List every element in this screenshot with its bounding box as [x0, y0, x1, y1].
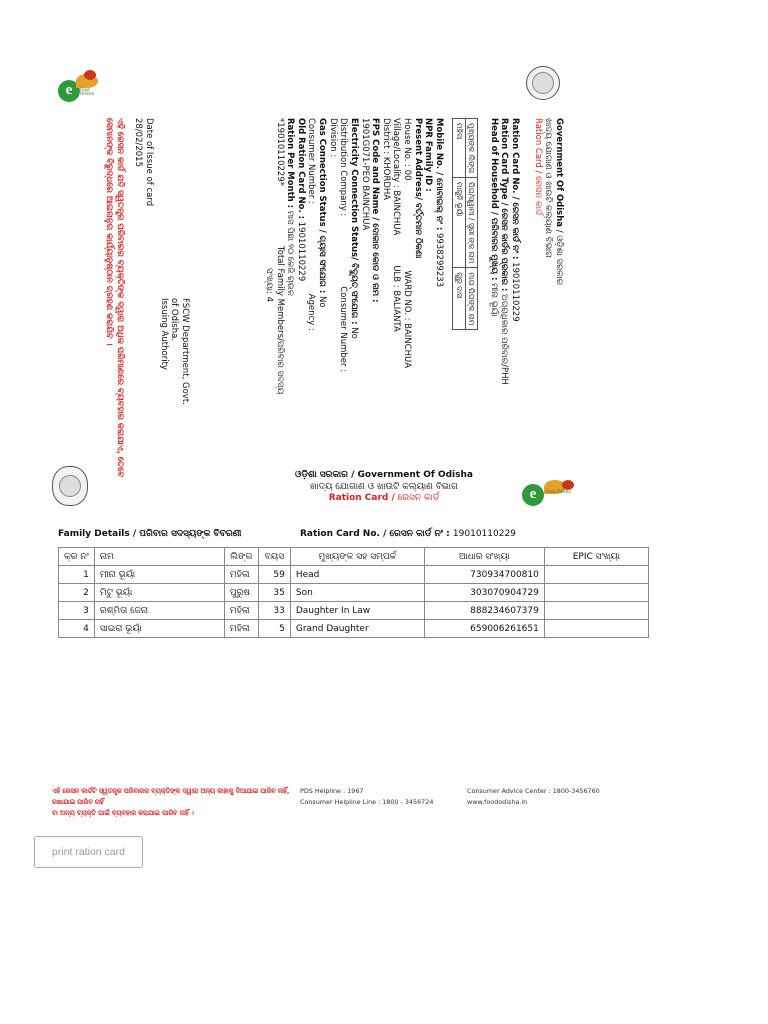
elec-value: No — [349, 327, 359, 339]
cell-name: ମୀନା ଭୂୟାଁ — [94, 566, 224, 584]
dept-title: ଖାଦ୍ୟ ଯୋଗାଣ ଓ ଖାଉଟି କଲ୍ୟାଣ ବିଭାଗ — [543, 118, 554, 258]
address-label: Present Address/ ବର୍ତ୍ତମାନ ଠିକଣା — [412, 118, 423, 259]
col-name: ନାମ — [94, 548, 224, 566]
back-card-no-label: Ration Card No. / ରେସନ କାର୍ଡ ନଂ : — [300, 529, 450, 539]
advice-block — [467, 786, 600, 808]
cell-relation: Grand Daughter — [290, 620, 424, 638]
advice-center: Consumer Advice Center : 1800-3456760 — [467, 787, 600, 795]
footer-note-1: ଏହି ରେସନ କାର୍ଡଟି ସ୍ୱତନ୍ତ୍ର ପରିବାରର ବ୍ୟକ୍ତିଙ୍କ ଦ୍ୱାରା ଅନ୍ୟ କାହାକୁ ଦିଆଯାଇ ପାରିବ ନାହିଁ, ରଖାଯାଇ ପାରିବ ନାହିଁ — [52, 787, 290, 806]
helpline-block — [300, 786, 433, 808]
old-card-label: Old Ration Card No. : — [295, 118, 306, 220]
card-info — [488, 118, 520, 385]
cell-name: ରଶ୍ମିତା ଜେନା — [94, 602, 224, 620]
cell-sl: 2 — [59, 584, 95, 602]
table-row — [59, 584, 649, 602]
food-odisha-logo-back: e Food Odisha — [522, 476, 582, 516]
cell-age: 5 — [258, 620, 290, 638]
cell-gender: ମହିଳା — [224, 602, 258, 620]
family-table-header — [59, 548, 649, 566]
per-month-value: ମାସ ପିଛା ୨୦ କେଜି ଚାଉଳ — [285, 210, 296, 296]
cell-sl: 4 — [59, 620, 95, 638]
agency: Agency : — [306, 293, 317, 331]
cell-age: 33 — [258, 602, 290, 620]
cell-gender: ମହିଳା — [224, 566, 258, 584]
family-details-title: Family Details / ପରିବାର ସଦସ୍ୟଙ୍କ ବିବରଣୀ — [58, 529, 242, 539]
govt-title-or: ଓଡ଼ିଶା ସରକାର — [554, 235, 564, 286]
odisha-emblem-icon — [526, 66, 560, 100]
address-block — [263, 118, 444, 395]
npr-label: NPR Family ID : — [423, 118, 434, 192]
card-no-value: 19010110229 — [510, 262, 520, 322]
gas-value: No — [317, 296, 328, 308]
hoh-value: ମୀନା ଭୂୟାଁ — [488, 283, 499, 317]
back-dept-line: ଖାଦ୍ୟ ଯୋଗାଣ ଓ ଖାଉଟି କଲ୍ୟାଣ ବିଭାଗ — [310, 481, 458, 492]
print-ration-card-button[interactable]: print ration card — [34, 836, 143, 868]
front-header: Government Of Odisha / ଓଡ଼ିଶା ସରକାର ଖାଦ୍ୟ ଯୋଗାଣ ଓ ଖାଉଟି କଲ୍ୟାଣ ବିଭାଗ Ration Card / ରେସନ କାର୍ଡ — [532, 118, 564, 286]
table-row — [59, 620, 649, 638]
mobile-label: Mobile No. / ମୋବାଇଲ୍ ନଂ : — [434, 118, 444, 231]
mini-cell: ମୁଖ୍ୟଙ୍କ ଲିଙ୍ଗ — [465, 119, 477, 178]
per-month-label: Ration Per Month : — [285, 118, 296, 209]
barcode-text: *19010110229* — [274, 118, 285, 186]
total-members: Total Family Members/ପରିବାର ସଦସ୍ୟ — [274, 246, 285, 395]
back-footer-note — [52, 786, 292, 819]
cell-aadhaar: 888234607379 — [424, 602, 544, 620]
head-details-table — [452, 118, 478, 330]
card-title-or: ରେସନ କାର୍ଡ — [532, 176, 543, 216]
fps-label: FPS Code and Name / ଦୋକାନ କୋଡ ଓ ନାମ : — [370, 118, 381, 303]
cell-relation: Son — [290, 584, 424, 602]
issue-date-label: Date of Issue of card — [144, 118, 155, 207]
table-row — [59, 566, 649, 584]
col-age: ବୟସ — [258, 548, 290, 566]
cell-age: 59 — [258, 566, 290, 584]
mobile-value: 9938299233 — [434, 232, 444, 288]
cell-sl: 1 — [59, 566, 95, 584]
pds-helpline: PDS Helpline : 1967 — [300, 787, 364, 795]
old-card-value: 19010110229 — [295, 221, 306, 282]
ward-no: WARD NO. : BAINCHUA — [402, 270, 413, 369]
fps-value: 1901G071-PEO BAINCHUA — [359, 118, 370, 231]
mini-cell: ମାତା ପିତାଙ୍କ ନାମ — [465, 268, 477, 330]
cell-epic — [544, 620, 648, 638]
back-govt-line: ଓଡ଼ିଶା ସରକାର / Government Of Odisha — [295, 470, 473, 480]
card-no-label: Ration Card No. / ରେସନ କାର୍ଡ ନଂ : — [510, 118, 520, 260]
cell-gender: ମହିଳା — [224, 620, 258, 638]
cell-name: ସାଇରା ଭୂୟାଁ — [94, 620, 224, 638]
total-count: ସଂଖ୍ୟା: 4 — [264, 268, 274, 303]
cell-relation: Daughter In Law — [290, 602, 424, 620]
issue-date: 28/02/2015 — [133, 118, 144, 167]
consumer-no: Consumer Number : — [338, 286, 349, 373]
cell-epic — [544, 584, 648, 602]
mini-cell: ମହିଳା — [453, 119, 465, 178]
front-note-1: ଏହି ରେସନ କାର୍ଡ ଯଦି ସ୍ୱତନ୍ତ୍ର ପରିବାରର ବ୍ୟକ୍ତିଙ୍କ ଦ୍ୱାରା ଅଧିକ ପରିମାଣରେ ବ୍ୟବହାର କରାଯାଏ, ତେବେ — [114, 118, 125, 478]
district: District : KHORDHA — [380, 118, 391, 201]
front-note-2: ସେମାନଙ୍କ ବିରୁଦ୍ଧରେ ଆଇନାନୁଗ କାର୍ଯ୍ୟାନୁଷ୍ଠାନ ଗ୍ରହଣ କରାଯିବ । — [104, 118, 115, 346]
cell-aadhaar: 730934700810 — [424, 566, 544, 584]
card-type-label: Ration Card Type / ରେସନ କାର୍ଡର ପ୍ରକାର : — [499, 118, 510, 292]
cell-epic — [544, 566, 648, 584]
hoh-label: Head of Household / ପରିବାରର ମୁଖ୍ୟ : — [488, 118, 499, 281]
division: Division : — [327, 118, 338, 158]
col-aadhaar: ଆଧାର ସଂଖ୍ୟା — [424, 548, 544, 566]
issuer-line-2: of Odisha. — [169, 298, 180, 342]
mini-cell: ଗୁରୁ ଦାସ — [453, 268, 465, 330]
col-relation: ମୁଖ୍ୟଙ୍କ ସହ ସମ୍ପର୍କ — [290, 548, 424, 566]
back-card-no — [300, 529, 516, 539]
col-sl: କ୍ର ନଂ — [59, 548, 95, 566]
card-title-en: Ration Card — [532, 118, 543, 168]
website-link[interactable]: www.foododisha.in — [467, 797, 528, 806]
footer-note-2: ବା ଅନ୍ୟ ବ୍ୟକ୍ତି ପାଇଁ ବ୍ୟବହାର କରାଯାଇ ପାରିବ ନାହିଁ । — [52, 808, 194, 817]
mini-cell: ମାଗୁନି ଭୂୟାଁ — [453, 178, 465, 268]
consumer-helpline: Consumer Helpline Line : 1800 - 3456724 — [300, 797, 434, 806]
cell-aadhaar: 659006261651 — [424, 620, 544, 638]
cell-gender: ପୁରୁଷ — [224, 584, 258, 602]
back-header — [0, 470, 768, 505]
dist-company: Distribution Company : — [338, 118, 349, 217]
food-odisha-logo: e Food Odisha — [58, 68, 102, 108]
village: Village/Locality : BAINCHUA — [391, 118, 402, 236]
gas-label: Gas Connection Status / ଗ୍ୟାସ ସଂଯୋଗ : — [317, 118, 328, 294]
cell-aadhaar: 303070904729 — [424, 584, 544, 602]
cell-age: 35 — [258, 584, 290, 602]
cell-sl: 3 — [59, 602, 95, 620]
cell-relation: Head — [290, 566, 424, 584]
elec-label: Electricity Connection Status/ ବିଦ୍ୟୁତ୍ ସଂଯୋଗ : — [349, 118, 359, 325]
issuer-line-1: FSCW Department, Govt. — [180, 298, 190, 405]
card-type-value: ଅଗ୍ରାଧିକାର ପରିବାର/PHH — [499, 294, 510, 385]
col-gender: ଲିଙ୍ଗ — [224, 548, 258, 566]
mini-cell: ପିତା/ସ୍ୱାମୀ / ସ୍ତ୍ରୀ ଙ୍କ ନାମ — [465, 178, 477, 268]
col-epic: EPIC ସଂଖ୍ୟା — [544, 548, 648, 566]
gas-consumer: Consumer Number : — [306, 118, 317, 204]
back-card-or: ରେସନ କାର୍ଡ — [397, 493, 440, 504]
issuer-line-3: Issuing Authority — [158, 298, 169, 370]
family-table — [58, 547, 649, 638]
cell-epic — [544, 602, 648, 620]
issue-block — [104, 118, 190, 477]
back-card-en: Ration Card / — [328, 493, 395, 504]
govt-title: Government Of Odisha — [554, 118, 564, 228]
cell-name: ମିଟୁ ଭୂୟାଁ — [94, 584, 224, 602]
house-no: House No. : 00 — [402, 118, 413, 181]
table-row — [59, 602, 649, 620]
back-card-no-value: 19010110229 — [452, 529, 516, 539]
ulb: ULB : BALIANTA — [391, 265, 402, 332]
